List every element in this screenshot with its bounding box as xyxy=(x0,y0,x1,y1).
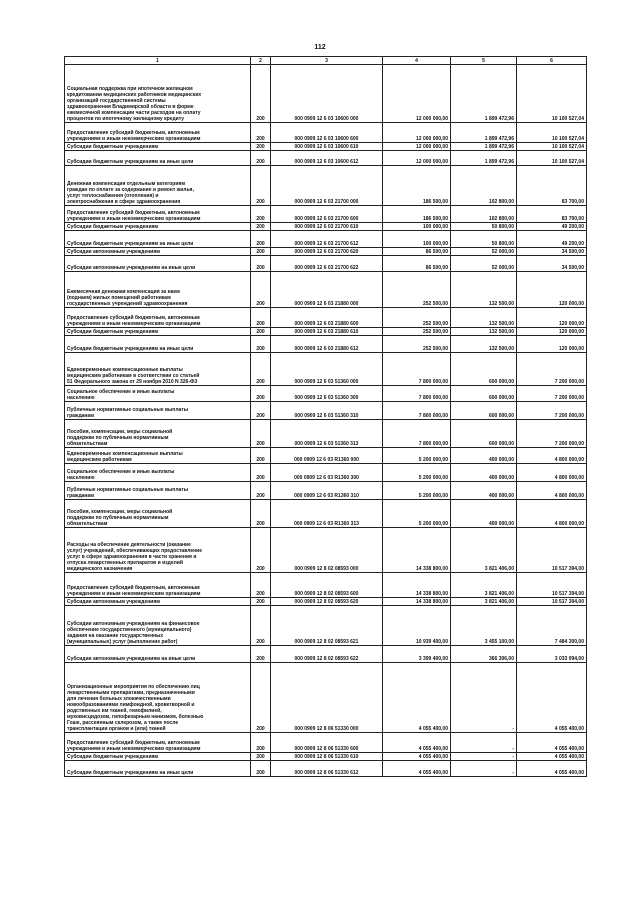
row-amount-remaining: 10 100 527,04 xyxy=(517,143,587,151)
row-kbk: 000 0909 12 8 06 51330 612 xyxy=(271,761,383,777)
row-amount-executed: - xyxy=(451,753,517,761)
row-amount-planned: 5 200 000,00 xyxy=(383,482,451,500)
row-kbk: 000 0909 12 6 03 10600 610 xyxy=(271,143,383,151)
row-code: 200 xyxy=(251,528,271,573)
row-code: 200 xyxy=(251,464,271,482)
description-line: гражданам xyxy=(67,413,94,419)
row-kbk: 000 0909 12 8 02 08593 620 xyxy=(271,598,383,606)
row-description xyxy=(65,272,251,308)
row-kbk: 000 0909 12 6 03 51360 313 xyxy=(271,420,383,448)
row-amount-executed: 600 000,00 xyxy=(451,402,517,420)
description-line: Субсидии бюджетным учреждениям на иные цели xyxy=(67,241,194,247)
row-description xyxy=(65,123,251,143)
table-row xyxy=(65,663,587,733)
table-row xyxy=(65,151,587,166)
description-line: задания на оказание государственных xyxy=(67,633,164,639)
row-kbk: 000 0909 12 8 02 08593 600 xyxy=(271,573,383,598)
row-amount-remaining: 4 055 400,00 xyxy=(517,761,587,777)
row-amount-executed: 1 899 472,96 xyxy=(451,143,517,151)
row-amount-remaining: 7 200 000,00 xyxy=(517,420,587,448)
row-description xyxy=(65,353,251,386)
row-code: 200 xyxy=(251,573,271,598)
row-amount-planned: 4 055 400,00 xyxy=(383,761,451,777)
column-header: 1 xyxy=(65,57,251,65)
table-header-row xyxy=(65,57,587,65)
row-amount-executed: 400 000,00 xyxy=(451,464,517,482)
description-line: учреждениям и иным некоммерческим организациям xyxy=(67,746,201,752)
description-line: Пособия, компенсации, меры социальной xyxy=(67,429,173,435)
row-code: 200 xyxy=(251,753,271,761)
row-description xyxy=(65,761,251,777)
table-row xyxy=(65,733,587,753)
row-amount-planned: 5 200 000,00 xyxy=(383,464,451,482)
table-row xyxy=(65,143,587,151)
table-row xyxy=(65,328,587,336)
description-line: медицинским работникам в соответствии со статьей xyxy=(67,373,200,379)
row-description xyxy=(65,606,251,646)
row-amount-remaining: 4 055 400,00 xyxy=(517,733,587,753)
table-row xyxy=(65,598,587,606)
row-description xyxy=(65,308,251,328)
column-header: 5 xyxy=(451,57,517,65)
row-kbk: 000 0909 12 6 03 21880 612 xyxy=(271,336,383,353)
row-description xyxy=(65,598,251,606)
row-kbk: 000 0909 12 6 03 10600 612 xyxy=(271,151,383,166)
description-line: Субсидии автономным учреждениям xyxy=(67,599,160,605)
row-amount-planned: 3 399 400,00 xyxy=(383,646,451,663)
row-amount-remaining: 83 700,00 xyxy=(517,206,587,223)
row-code: 200 xyxy=(251,448,271,464)
row-amount-remaining: 120 000,00 xyxy=(517,272,587,308)
row-amount-planned: 186 500,00 xyxy=(383,206,451,223)
row-kbk: 000 0909 12 6 03 21700 610 xyxy=(271,223,383,231)
row-code: 200 xyxy=(251,328,271,336)
row-amount-executed: 3 821 406,00 xyxy=(451,573,517,598)
row-amount-planned: 12 000 000,00 xyxy=(383,151,451,166)
row-amount-executed: 102 800,00 xyxy=(451,206,517,223)
row-kbk: 000 0909 12 8 06 51330 600 xyxy=(271,733,383,753)
row-amount-remaining: 10 517 394,00 xyxy=(517,573,587,598)
row-amount-executed: 1 899 472,96 xyxy=(451,65,517,123)
row-kbk: 000 0909 12 6 03 21700 620 xyxy=(271,248,383,256)
description-line: граждан по оплате за содержание и ремонт жилья, xyxy=(67,187,194,193)
description-line: Субсидии автономным учреждениям xyxy=(67,249,160,255)
row-amount-executed: 132 500,00 xyxy=(451,328,517,336)
row-code: 200 xyxy=(251,308,271,328)
description-line: учреждениям и иным некоммерческим организациям xyxy=(67,136,201,142)
row-code: 200 xyxy=(251,166,271,206)
row-kbk: 000 0909 12 6 03 R1360 310 xyxy=(271,482,383,500)
row-kbk: 000 0909 12 8 02 08593 000 xyxy=(271,528,383,573)
column-header: 4 xyxy=(383,57,451,65)
row-description xyxy=(65,500,251,528)
row-amount-executed: - xyxy=(451,663,517,733)
row-code: 200 xyxy=(251,65,271,123)
row-code: 200 xyxy=(251,386,271,402)
row-amount-planned: 14 338 800,00 xyxy=(383,528,451,573)
row-amount-executed: 132 500,00 xyxy=(451,272,517,308)
row-amount-remaining: 7 200 000,00 xyxy=(517,353,587,386)
row-amount-remaining: 4 055 400,00 xyxy=(517,663,587,733)
description-line: обязательствам xyxy=(67,441,108,447)
row-description xyxy=(65,464,251,482)
table-row xyxy=(65,256,587,272)
description-line: ежемесячной компенсации части расходов на оплату xyxy=(67,110,201,116)
row-code: 200 xyxy=(251,353,271,386)
row-kbk: 000 0909 12 8 06 51330 610 xyxy=(271,753,383,761)
row-description xyxy=(65,733,251,753)
row-code: 200 xyxy=(251,143,271,151)
row-amount-planned: 100 000,00 xyxy=(383,231,451,248)
row-amount-planned: 12 000 000,00 xyxy=(383,143,451,151)
row-amount-planned: 12 000 000,00 xyxy=(383,123,451,143)
table-row xyxy=(65,386,587,402)
row-amount-remaining: 120 000,00 xyxy=(517,328,587,336)
row-amount-remaining: 83 700,00 xyxy=(517,166,587,206)
row-kbk: 000 0909 12 6 03 21700 622 xyxy=(271,256,383,272)
row-amount-executed: 600 000,00 xyxy=(451,386,517,402)
row-amount-executed: 50 800,00 xyxy=(451,223,517,231)
column-header: 6 xyxy=(517,57,587,65)
row-code: 200 xyxy=(251,761,271,777)
budget-table xyxy=(64,56,587,777)
description-line: Социальное обеспечение и иные выплаты xyxy=(67,469,175,475)
description-line: организаций государственной системы xyxy=(67,98,166,104)
description-line: населению xyxy=(67,395,95,401)
row-amount-remaining: 4 800 000,00 xyxy=(517,448,587,464)
row-code: 200 xyxy=(251,420,271,448)
description-line: учреждениям и иным некоммерческим организациям xyxy=(67,321,201,327)
row-amount-executed: 400 000,00 xyxy=(451,448,517,464)
row-amount-executed: - xyxy=(451,733,517,753)
row-amount-planned: 86 500,00 xyxy=(383,256,451,272)
row-kbk: 000 0909 12 8 02 08593 622 xyxy=(271,646,383,663)
row-description xyxy=(65,65,251,123)
table-row xyxy=(65,448,587,464)
table-row xyxy=(65,573,587,598)
description-line: Субсидии бюджетным учреждениям xyxy=(67,224,159,230)
table-row xyxy=(65,420,587,448)
row-code: 200 xyxy=(251,248,271,256)
table-row xyxy=(65,646,587,663)
row-amount-executed: 132 500,00 xyxy=(451,336,517,353)
row-amount-remaining: 4 800 000,00 xyxy=(517,464,587,482)
row-description xyxy=(65,328,251,336)
row-kbk: 000 0909 12 6 03 21700 612 xyxy=(271,231,383,248)
table-row xyxy=(65,761,587,777)
description-line: Субсидии бюджетным учреждениям на иные цели xyxy=(67,770,194,776)
row-description xyxy=(65,336,251,353)
row-amount-planned: 252 500,00 xyxy=(383,336,451,353)
row-amount-executed: 102 800,00 xyxy=(451,166,517,206)
description-line: Социальная поддержка при ипотечном жилищном xyxy=(67,86,193,92)
table-row xyxy=(65,353,587,386)
description-line: Субсидии бюджетным учреждениям xyxy=(67,329,159,335)
description-line: лекарственными препаратами, предназначенными xyxy=(67,690,195,696)
description-line: Предоставление субсидий бюджетным, автономным xyxy=(67,315,200,321)
row-kbk: 000 0909 12 6 03 21700 000 xyxy=(271,166,383,206)
row-description xyxy=(65,753,251,761)
row-amount-planned: 86 500,00 xyxy=(383,248,451,256)
row-amount-executed: 1 899 472,96 xyxy=(451,123,517,143)
description-line: Публичные нормативные социальные выплаты xyxy=(67,407,188,413)
row-amount-remaining: 10 517 394,00 xyxy=(517,528,587,573)
row-amount-planned: 4 055 400,00 xyxy=(383,663,451,733)
description-line: Субсидии автономным учреждениям на финансовое xyxy=(67,621,200,627)
description-line: Публичные нормативные социальные выплаты xyxy=(67,487,188,493)
row-kbk: 000 0909 12 8 02 08593 621 xyxy=(271,606,383,646)
table-row xyxy=(65,500,587,528)
row-amount-remaining: 49 200,00 xyxy=(517,223,587,231)
description-line: Расходы на обеспечение деятельности (оказание xyxy=(67,542,191,548)
description-line: медицинского назначения xyxy=(67,566,133,572)
description-line: Гоше, рассеянным склерозом, а также после xyxy=(67,720,179,726)
row-amount-planned: 7 800 000,00 xyxy=(383,402,451,420)
row-description xyxy=(65,151,251,166)
row-kbk: 000 0909 12 6 03 21880 610 xyxy=(271,328,383,336)
row-description xyxy=(65,402,251,420)
description-line: 51 Федерального закона от 29 ноября 2010 N 326-ФЗ xyxy=(67,379,198,385)
row-amount-planned: 10 939 400,00 xyxy=(383,606,451,646)
table-row xyxy=(65,231,587,248)
row-description xyxy=(65,206,251,223)
row-amount-planned: 12 000 000,00 xyxy=(383,65,451,123)
row-code: 200 xyxy=(251,151,271,166)
row-amount-remaining: 34 500,00 xyxy=(517,256,587,272)
row-amount-remaining: 7 200 000,00 xyxy=(517,386,587,402)
row-amount-planned: 186 500,00 xyxy=(383,166,451,206)
row-amount-planned: 5 200 000,00 xyxy=(383,448,451,464)
description-line: услуг теплоснабжения (отопления) и xyxy=(67,193,159,199)
description-line: Единовременные компенсационные выплаты xyxy=(67,451,183,457)
row-kbk: 000 0909 12 6 03 51360 300 xyxy=(271,386,383,402)
row-amount-executed: 400 000,00 xyxy=(451,500,517,528)
description-line: Субсидии автономным учреждениям на иные цели xyxy=(67,656,196,662)
description-line: Предоставление субсидий бюджетным, автономным xyxy=(67,740,200,746)
description-line: Предоставление субсидий бюджетным, автономным xyxy=(67,130,200,136)
table-row xyxy=(65,336,587,353)
row-amount-remaining: 10 100 527,04 xyxy=(517,65,587,123)
description-line: учреждениям и иным некоммерческим организациям xyxy=(67,216,201,222)
description-line: Единовременные компенсационные выплаты xyxy=(67,367,183,373)
description-line: (муниципальных) услуг (выполнение работ) xyxy=(67,639,178,645)
row-amount-executed: - xyxy=(451,761,517,777)
table-row xyxy=(65,166,587,206)
row-kbk: 000 0909 12 6 03 10600 000 xyxy=(271,65,383,123)
row-description xyxy=(65,646,251,663)
row-amount-planned: 100 000,00 xyxy=(383,223,451,231)
row-code: 200 xyxy=(251,663,271,733)
description-line: Организационные мероприятия по обеспечению лиц xyxy=(67,684,200,690)
row-description xyxy=(65,166,251,206)
row-amount-planned: 14 338 800,00 xyxy=(383,598,451,606)
description-line: услуг в сфере здравоохранения в части хранения и xyxy=(67,554,197,560)
row-amount-remaining: 10 517 394,00 xyxy=(517,598,587,606)
table-row xyxy=(65,402,587,420)
page-number: 112 xyxy=(314,44,326,51)
description-line: Субсидии бюджетным учреждениям xyxy=(67,754,159,760)
row-amount-planned: 14 338 800,00 xyxy=(383,573,451,598)
row-code: 200 xyxy=(251,123,271,143)
row-amount-remaining: 10 100 527,04 xyxy=(517,123,587,143)
row-amount-remaining: 49 200,00 xyxy=(517,231,587,248)
row-amount-executed: 400 000,00 xyxy=(451,482,517,500)
description-line: обязательствам xyxy=(67,521,108,527)
row-amount-remaining: 3 033 094,00 xyxy=(517,646,587,663)
description-line: гражданам xyxy=(67,493,94,499)
row-amount-executed: 1 899 472,96 xyxy=(451,151,517,166)
description-line: трансплантации органов и (или) тканей xyxy=(67,726,166,732)
row-amount-planned: 5 200 000,00 xyxy=(383,500,451,528)
row-amount-planned: 252 500,00 xyxy=(383,308,451,328)
table-row xyxy=(65,206,587,223)
description-line: Субсидии бюджетным учреждениям xyxy=(67,144,159,150)
description-line: родственных им тканей, гемофилией, xyxy=(67,708,162,714)
row-kbk: 000 0909 12 6 03 10600 600 xyxy=(271,123,383,143)
description-line: процентов по ипотечному жилищному кредиту xyxy=(67,116,185,122)
description-line: Предоставление субсидий бюджетным, автономным xyxy=(67,210,200,216)
row-description xyxy=(65,223,251,231)
row-description xyxy=(65,231,251,248)
row-amount-planned: 7 800 000,00 xyxy=(383,353,451,386)
column-header: 2 xyxy=(251,57,271,65)
row-code: 200 xyxy=(251,598,271,606)
row-amount-executed: 3 821 406,00 xyxy=(451,598,517,606)
row-amount-executed: 366 306,00 xyxy=(451,646,517,663)
table-row xyxy=(65,308,587,328)
description-line: обеспечение государственного (муниципального) xyxy=(67,627,192,633)
description-line: отпуска лекарственных препаратов и изделий xyxy=(67,560,183,566)
row-amount-planned: 7 800 000,00 xyxy=(383,386,451,402)
table-row xyxy=(65,123,587,143)
row-amount-executed: 52 000,00 xyxy=(451,256,517,272)
description-line: кредитовании медицинских работников медицинских xyxy=(67,92,202,98)
description-line: Субсидии автономным учреждениям на иные цели xyxy=(67,265,196,271)
description-line: для лечения больных злокачественными xyxy=(67,696,171,702)
description-line: (поднаем) жилых помещений работникам xyxy=(67,295,171,301)
row-amount-remaining: 7 484 300,00 xyxy=(517,606,587,646)
row-amount-remaining: 120 000,00 xyxy=(517,308,587,328)
row-description xyxy=(65,528,251,573)
row-amount-planned: 4 055 400,00 xyxy=(383,733,451,753)
description-line: здравоохранения Владимирской области в форме xyxy=(67,104,194,110)
row-description xyxy=(65,482,251,500)
row-description xyxy=(65,143,251,151)
description-line: государственных учреждений здравоохранения xyxy=(67,301,188,307)
description-line: электроснабжения в сфере здравоохранения xyxy=(67,199,181,205)
table-row xyxy=(65,248,587,256)
row-amount-planned: 252 500,00 xyxy=(383,272,451,308)
row-code: 200 xyxy=(251,272,271,308)
row-code: 200 xyxy=(251,223,271,231)
row-amount-executed: 132 500,00 xyxy=(451,308,517,328)
row-amount-planned: 252 500,00 xyxy=(383,328,451,336)
table-row xyxy=(65,223,587,231)
row-amount-executed: 3 821 406,00 xyxy=(451,528,517,573)
row-code: 200 xyxy=(251,606,271,646)
row-description xyxy=(65,663,251,733)
row-code: 200 xyxy=(251,482,271,500)
description-line: поддержки по публичным нормативным xyxy=(67,435,169,441)
description-line: муковисцидозом, гипофизарным нанизмом, болезнью xyxy=(67,714,204,720)
row-amount-remaining: 4 800 000,00 xyxy=(517,500,587,528)
row-kbk: 000 0909 12 6 03 R1360 313 xyxy=(271,500,383,528)
row-description xyxy=(65,256,251,272)
row-amount-executed: 50 800,00 xyxy=(451,231,517,248)
row-kbk: 000 0909 12 8 06 51330 000 xyxy=(271,663,383,733)
description-line: населению xyxy=(67,475,95,481)
description-line: Субсидии бюджетным учреждениям на иные цели xyxy=(67,159,194,165)
row-kbk: 000 0909 12 6 03 21880 600 xyxy=(271,308,383,328)
table-row xyxy=(65,528,587,573)
table-row xyxy=(65,272,587,308)
row-kbk: 000 0909 12 6 03 51360 310 xyxy=(271,402,383,420)
description-line: учреждениям и иным некоммерческим организациям xyxy=(67,591,201,597)
row-amount-remaining: 34 500,00 xyxy=(517,248,587,256)
description-line: Пособия, компенсации, меры социальной xyxy=(67,509,173,515)
row-code: 200 xyxy=(251,402,271,420)
description-line: услуг) учреждений, обеспечивающих предоставление xyxy=(67,548,202,554)
table-row xyxy=(65,65,587,123)
description-line: Субсидии бюджетным учреждениям на иные цели xyxy=(67,346,194,352)
row-kbk: 000 0909 12 6 03 21700 600 xyxy=(271,206,383,223)
row-amount-executed: 600 000,00 xyxy=(451,353,517,386)
description-line: Социальное обеспечение и иные выплаты xyxy=(67,389,175,395)
table-row xyxy=(65,753,587,761)
table-row xyxy=(65,482,587,500)
description-line: Предоставление субсидий бюджетным, автономным xyxy=(67,585,200,591)
description-line: Ежемесячная денежная компенсация за наем xyxy=(67,289,180,295)
row-kbk: 000 0909 12 6 03 51360 000 xyxy=(271,353,383,386)
description-line: поддержки по публичным нормативным xyxy=(67,515,169,521)
column-header: 3 xyxy=(271,57,383,65)
row-amount-remaining: 7 200 000,00 xyxy=(517,402,587,420)
description-line: новообразованиями лимфоидной, кроветворной и xyxy=(67,702,195,708)
row-description xyxy=(65,386,251,402)
description-line: Денежная компенсация отдельным категориям xyxy=(67,181,186,187)
row-kbk: 000 0909 12 6 03 R1360 000 xyxy=(271,448,383,464)
table-row xyxy=(65,606,587,646)
row-description xyxy=(65,448,251,464)
row-code: 200 xyxy=(251,500,271,528)
row-code: 200 xyxy=(251,206,271,223)
row-description xyxy=(65,420,251,448)
row-amount-remaining: 10 100 527,04 xyxy=(517,151,587,166)
row-code: 200 xyxy=(251,336,271,353)
table-row xyxy=(65,464,587,482)
description-line: медицинским работникам xyxy=(67,457,132,463)
row-description xyxy=(65,573,251,598)
row-description xyxy=(65,248,251,256)
row-amount-remaining: 4 800 000,00 xyxy=(517,482,587,500)
row-kbk: 000 0909 12 6 03 21880 000 xyxy=(271,272,383,308)
row-amount-remaining: 4 055 400,00 xyxy=(517,753,587,761)
row-code: 200 xyxy=(251,231,271,248)
row-amount-executed: 52 000,00 xyxy=(451,248,517,256)
row-amount-planned: 7 800 000,00 xyxy=(383,420,451,448)
row-code: 200 xyxy=(251,256,271,272)
row-amount-remaining: 120 000,00 xyxy=(517,336,587,353)
row-amount-executed: 600 000,00 xyxy=(451,420,517,448)
row-code: 200 xyxy=(251,646,271,663)
row-amount-planned: 4 055 400,00 xyxy=(383,753,451,761)
row-kbk: 000 0909 12 6 03 R1360 300 xyxy=(271,464,383,482)
row-code: 200 xyxy=(251,733,271,753)
row-amount-executed: 3 455 100,00 xyxy=(451,606,517,646)
